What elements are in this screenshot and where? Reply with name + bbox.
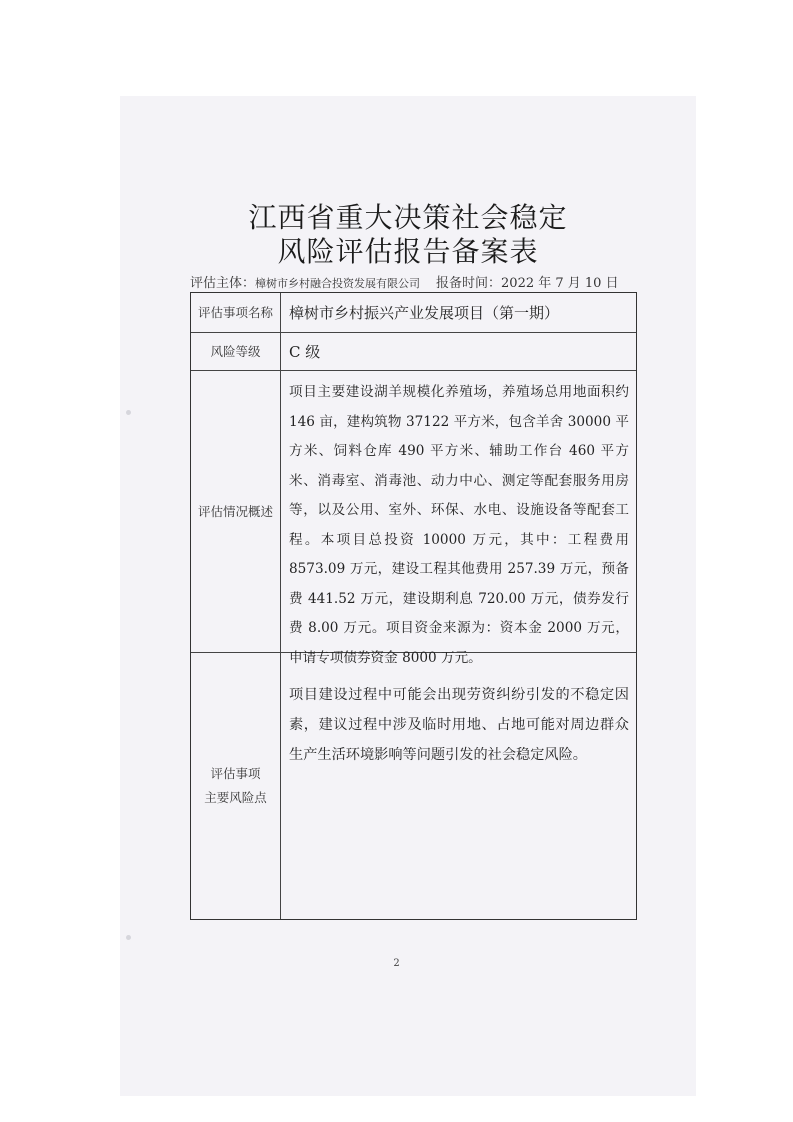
row-label: 风险等级: [191, 333, 281, 370]
document-title-line1: 江西省重大决策社会稳定: [248, 201, 568, 234]
table-row: [191, 333, 636, 371]
date-value: 2022 年 7 月 10 日: [501, 276, 619, 291]
punch-hole: [126, 935, 131, 940]
date-label: 报备时间：: [436, 276, 502, 291]
subject-label: 评估主体：: [190, 276, 256, 291]
row-label-line2: 主要风险点: [204, 790, 267, 805]
document-meta: [190, 272, 650, 291]
table-row: [191, 293, 636, 333]
row-label: 评估事项名称: [191, 293, 281, 332]
row-label: 评估情况概述: [191, 371, 281, 652]
table-row: [191, 371, 636, 666]
risk-points-text: 项目建设过程中可能会出现劳资纠纷引发的不稳定因素，建议过程中涉及临时用地、占地可能对周边群众生产生活环境影响等问题引发的社会稳定风险。: [289, 687, 629, 763]
filing-table: [190, 292, 637, 920]
row-label: [191, 653, 281, 919]
row-value: 樟树市乡村振兴产业发展项目（第一期）: [289, 304, 560, 322]
table-row: [191, 653, 636, 919]
page-number: 2: [393, 958, 400, 969]
assessment-summary-text: 项目主要建设湖羊规模化养殖场，养殖场总用地面积约 146 亩，建构筑物 37122 平方米，包含羊舍 30000 平方米、饲料仓库 490 平方米、辅助工作台 460 平方米、消毒室、消毒池、动力中心、测定等配套服务用房等，以及公用、室外、环保、水电、设施设备等配套工程。本项目总投资 10000 万元，其中：工程费用 8573.09 万元，建设工程其他费用 257.39 万元，预备费 441.52 万元，建设期利息 720.00 万元，债券发行费 8.00 万元。项目资金来源为：资本金 2000 万元，申请专项债券资金 8000 万元。: [289, 384, 629, 666]
row-label-line1: 评估事项: [210, 766, 261, 781]
row-value: [281, 371, 636, 666]
subject-value: 樟树市乡村融合投资发展有限公司: [255, 277, 421, 290]
row-value: C 级: [289, 343, 321, 361]
document-title-line2: 风险评估报告备案表: [277, 235, 539, 268]
punch-hole: [126, 410, 131, 415]
row-value: [281, 653, 636, 919]
